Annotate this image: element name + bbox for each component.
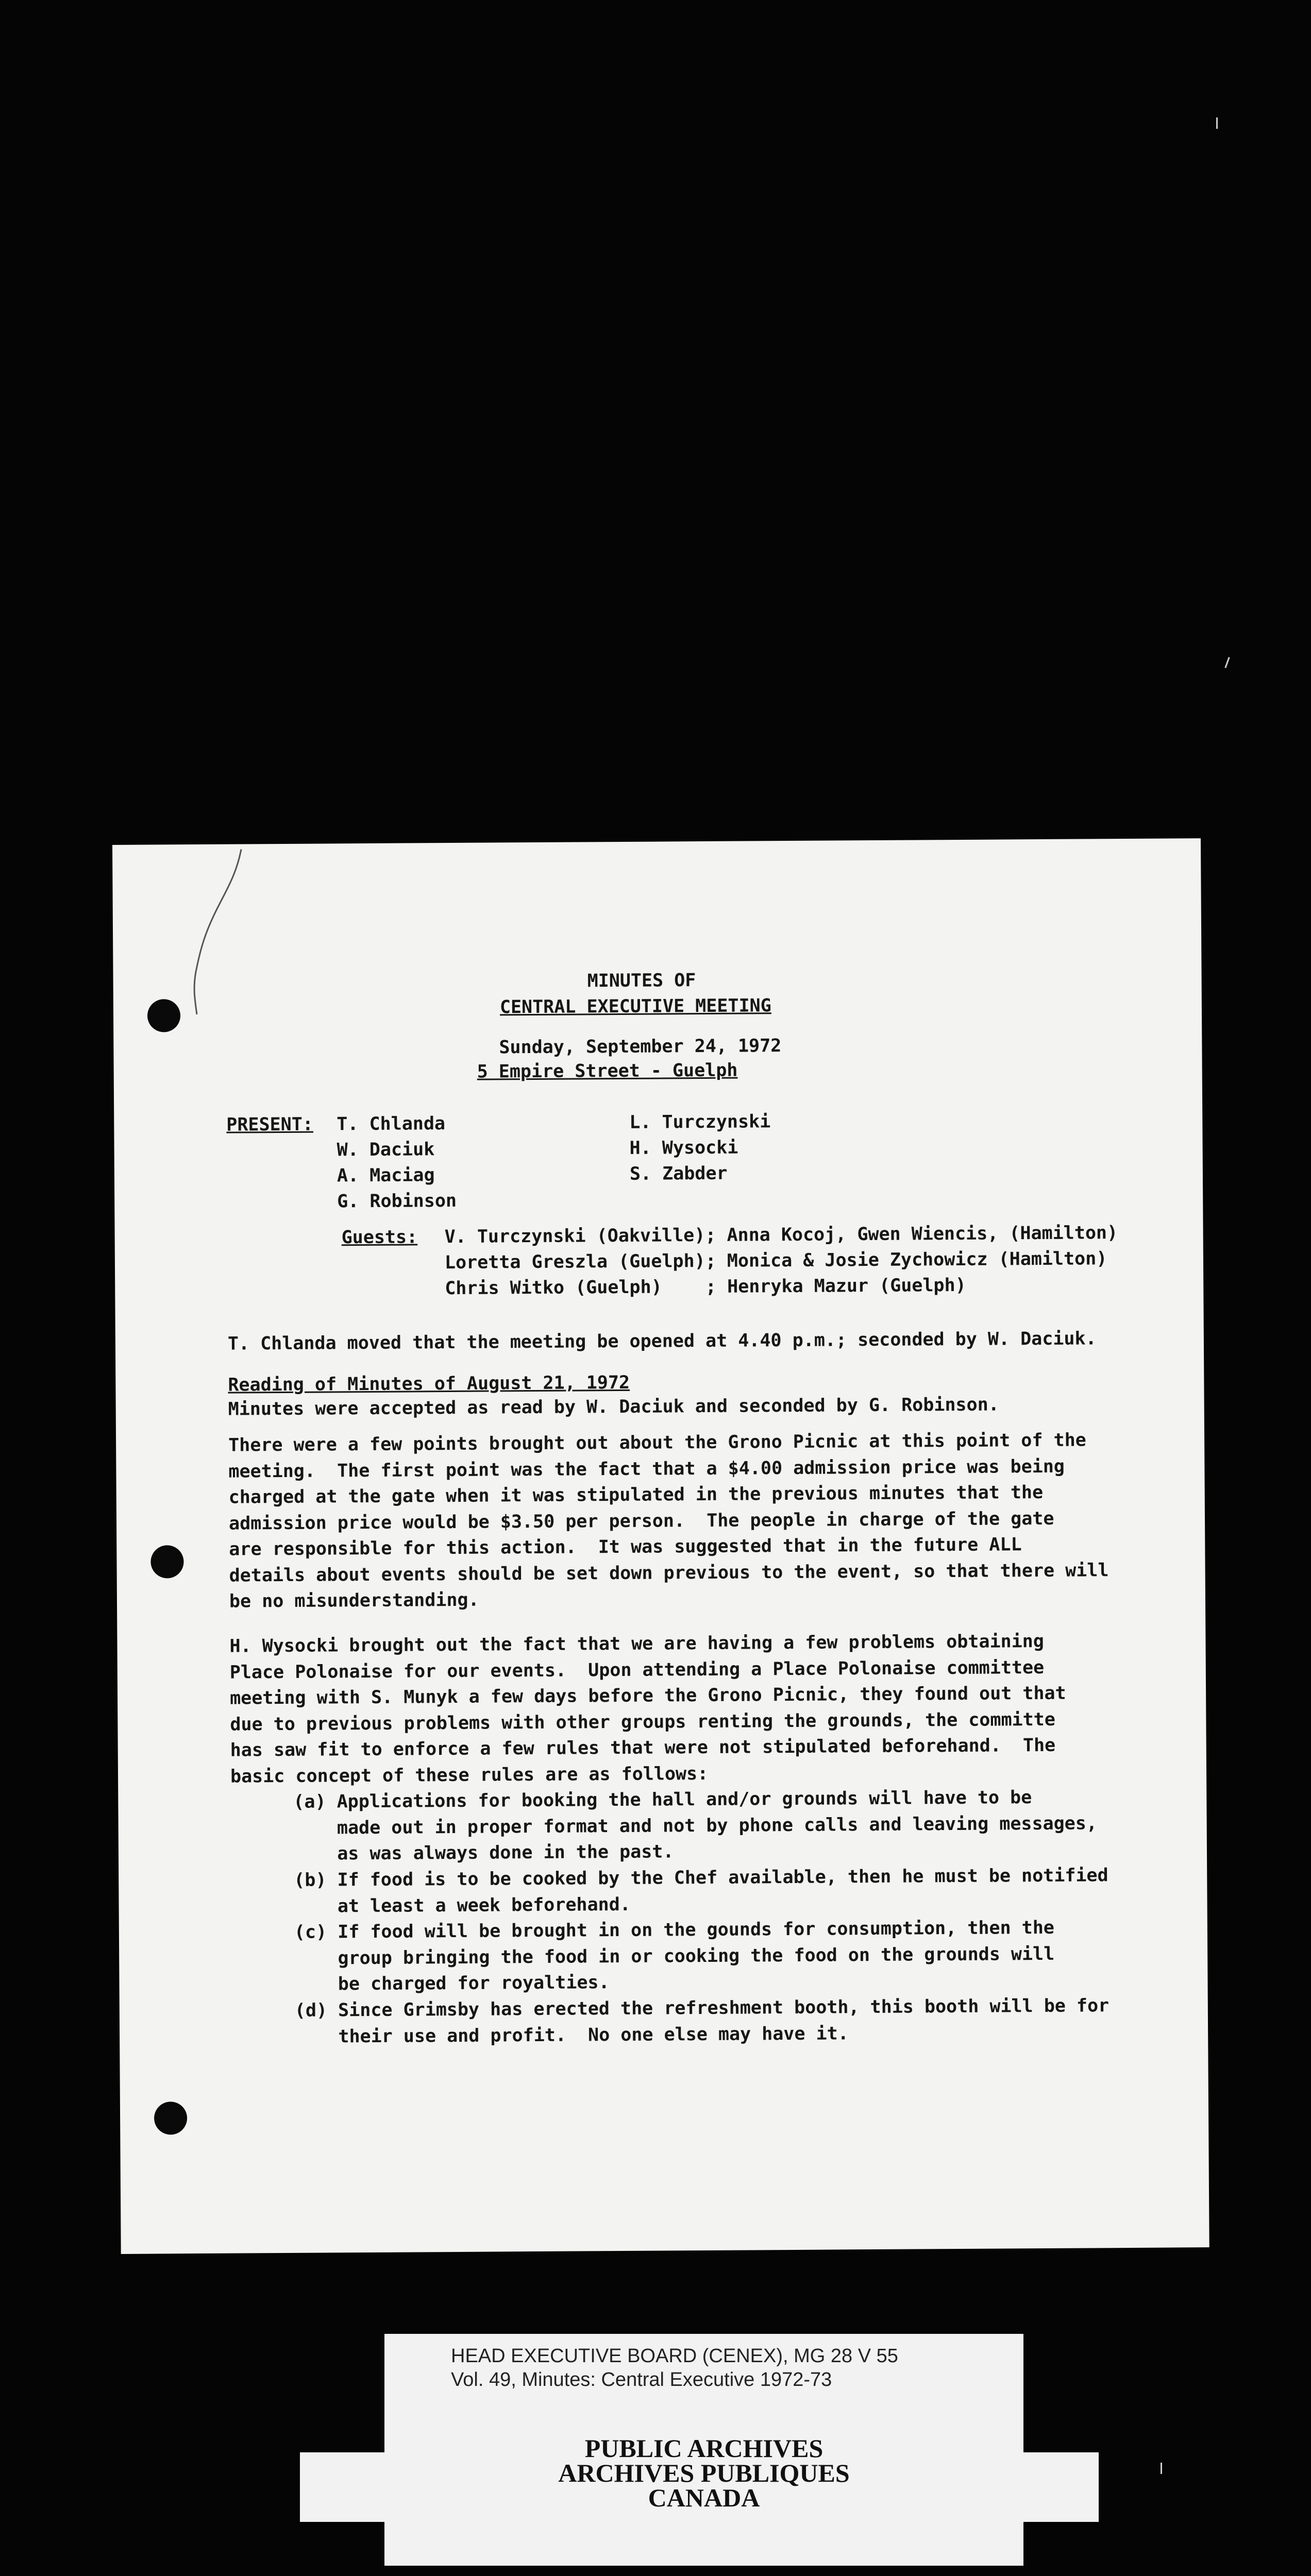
text-line: basic concept of these rules are as follows: bbox=[230, 1763, 709, 1787]
present-list-col1 bbox=[337, 1111, 457, 1214]
rule-b bbox=[294, 1862, 1108, 1920]
punch-hole-middle bbox=[150, 1545, 183, 1578]
attendee: A. Maciag bbox=[337, 1165, 435, 1187]
rule-c bbox=[294, 1915, 1055, 1998]
text-line: admission price would be $3.50 per person. The people in charge of the gate bbox=[228, 1508, 1054, 1534]
text-line: (d) Since Grimsby has erected the refreshment booth, this booth will be for bbox=[294, 1995, 1110, 2021]
rule-a bbox=[293, 1784, 1097, 1867]
reading-text: Minutes were accepted as read by W. Daciuk and seconded by G. Robinson. bbox=[228, 1394, 999, 1420]
guests-label: Guests: bbox=[341, 1227, 418, 1248]
guest-line: V. Turczynski (Oakville); Anna Kocoj, Gwen Wiencis, (Hamilton) bbox=[444, 1223, 1118, 1248]
meeting-address: 5 Empire Street - Guelph bbox=[477, 1060, 738, 1082]
card-notch-left bbox=[264, 2452, 300, 2522]
film-speck bbox=[1161, 2463, 1162, 2474]
archive-card-bottom bbox=[384, 2514, 1023, 2566]
document-page bbox=[112, 838, 1209, 2254]
attendee: H. Wysocki bbox=[629, 1137, 738, 1159]
rule-d bbox=[295, 1993, 1110, 2050]
text-line: charged at the gate when it was stipulated in the previous minutes that the bbox=[228, 1482, 1044, 1508]
guests-list bbox=[445, 1220, 1118, 1301]
text-line: group bringing the food in or cooking the food on the grounds will bbox=[294, 1943, 1055, 1969]
text-line: are responsible for this action. It was suggested that in the future ALL bbox=[229, 1534, 1022, 1560]
text-line: their use and profit. No one else may have it. bbox=[295, 2023, 849, 2047]
attendee: G. Robinson bbox=[337, 1190, 457, 1212]
film-speck bbox=[1224, 657, 1230, 668]
present-label: PRESENT: bbox=[226, 1114, 314, 1136]
reading-heading: Reading of Minutes of August 21, 1972 bbox=[228, 1372, 630, 1396]
film-speck bbox=[1216, 117, 1218, 129]
attendee: S. Zabder bbox=[629, 1163, 728, 1184]
text-line: be no misunderstanding. bbox=[229, 1589, 479, 1612]
paper-crease bbox=[184, 844, 247, 1020]
text-line: There were a few points brought out about the Grono Picnic at this point of the bbox=[228, 1430, 1086, 1456]
stamp-canada: CANADA bbox=[648, 2483, 760, 2512]
archive-reference: HEAD EXECUTIVE BOARD (CENEX), MG 28 V 55 bbox=[451, 2345, 898, 2367]
attendee: W. Daciuk bbox=[337, 1139, 435, 1161]
meeting-date: Sunday, September 24, 1972 bbox=[499, 1036, 782, 1058]
card-notch-right bbox=[1099, 2452, 1135, 2522]
archive-volume: Vol. 49, Minutes: Central Executive 1972-73 bbox=[451, 2369, 832, 2391]
attendee: T. Chlanda bbox=[337, 1113, 446, 1135]
heading-meeting-name: CENTRAL EXECUTIVE MEETING bbox=[499, 995, 771, 1018]
attendee: L. Turczynski bbox=[629, 1111, 771, 1133]
text-line: has saw fit to enforce a few rules that were not stipulated beforehand. The bbox=[230, 1735, 1056, 1761]
guest-line: Chris Witko (Guelph) ; Henryka Mazur (Guelph) bbox=[445, 1275, 966, 1299]
heading-minutes-of: MINUTES OF bbox=[587, 970, 696, 992]
text-line: as was always done in the past. bbox=[293, 1841, 674, 1865]
text-line: Place Polonaise for our events. Upon attending a Place Polonaise committee bbox=[229, 1657, 1045, 1683]
text-line: (a) Applications for booking the hall and/or grounds will have to be bbox=[293, 1787, 1032, 1812]
text-line: due to previous problems with other groups renting the grounds, the committe bbox=[230, 1709, 1055, 1735]
text-line: details about events should be set down previous to the event, so that there will bbox=[229, 1560, 1109, 1586]
punch-hole-bottom bbox=[154, 2102, 187, 2134]
opening-motion: T. Chlanda moved that the meeting be opened at 4.40 p.m.; seconded by W. Daciuk. bbox=[227, 1328, 1097, 1354]
text-line: (b) If food is to be cooked by the Chef available, then he must be notified bbox=[294, 1865, 1108, 1891]
text-line: be charged for royalties. bbox=[294, 1972, 610, 1995]
text-line: at least a week beforehand. bbox=[294, 1894, 631, 1917]
text-line: meeting with S. Munyk a few days before the Grono Picnic, they found out that bbox=[230, 1683, 1066, 1709]
text-line: H. Wysocki brought out the fact that we are having a few problems obtaining bbox=[229, 1631, 1044, 1657]
stamp-archives-publiques: ARCHIVES PUBLIQUES bbox=[558, 2459, 850, 2487]
stamp-public-archives: PUBLIC ARCHIVES bbox=[584, 2434, 823, 2463]
paragraph-grono-picnic bbox=[228, 1427, 1172, 1615]
punch-hole-top bbox=[147, 999, 180, 1032]
text-line: (c) If food will be brought in on the gounds for consumption, then the bbox=[294, 1917, 1055, 1943]
guest-line: Loretta Greszla (Guelph); Monica & Josie Zychowicz (Hamilton) bbox=[444, 1248, 1107, 1274]
present-list-col2 bbox=[629, 1109, 771, 1187]
text-line: meeting. The first point was the fact that a $4.00 admission price was being bbox=[228, 1456, 1065, 1482]
text-line: made out in proper format and not by phone calls and leaving messages, bbox=[293, 1812, 1098, 1839]
paragraph-place-polonaise bbox=[229, 1628, 1173, 1789]
